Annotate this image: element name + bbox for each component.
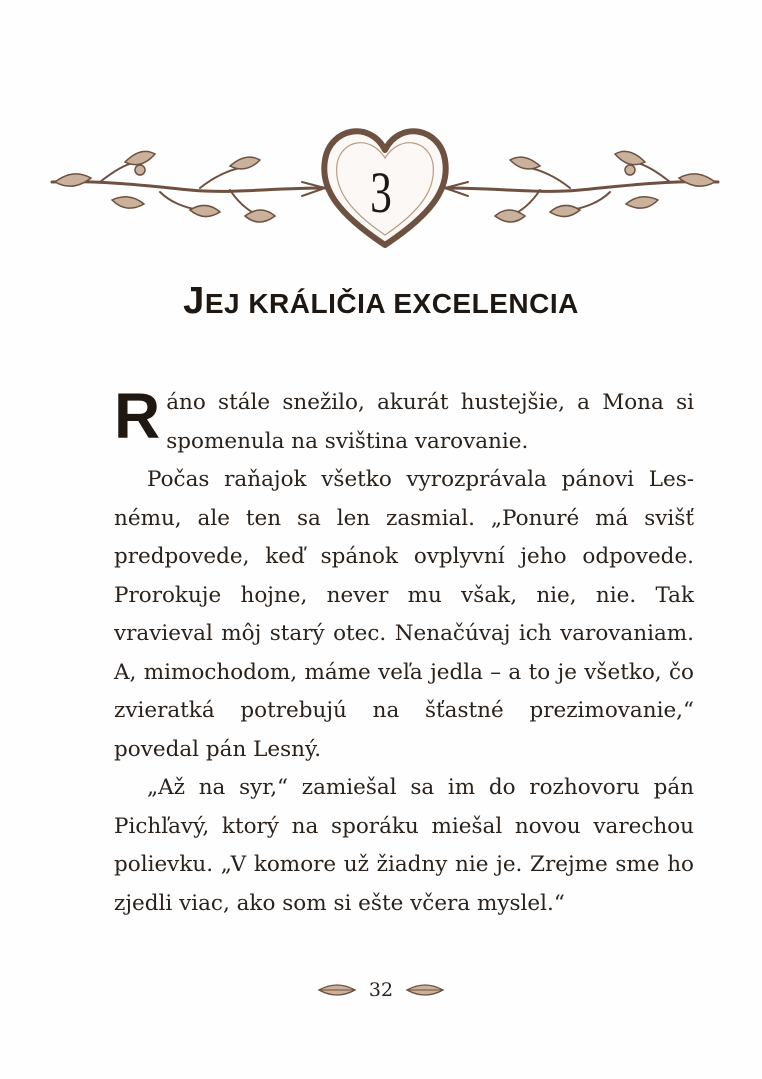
chapter-title bbox=[0, 280, 762, 323]
page-number: 32 bbox=[368, 979, 394, 1001]
right-branch-icon bbox=[445, 162, 718, 216]
body-text bbox=[114, 380, 694, 923]
right-leaf-icon bbox=[405, 981, 445, 999]
chapter-title-rest: EJ KRÁLIČIA EXCELENCIA bbox=[204, 288, 579, 319]
paragraph-2: Počas raňajok všetko vyrozprávala pánovi Lesnému, ale ten sa len zasmial. „Ponuré má svišť predpovede, keď spánok ovplyvní jeho odpovede. Prorokuje hojne, never mu však, nie, nie. Tak vravieval môj starý otec. Nenačúvaj ich varovaniam. A, mimochodom, máme veľa jedla – a to je všetko, čo zvieratká potrebujú na šťastné prezimovanie,“ povedal pán Lesný. bbox=[114, 467, 694, 762]
left-leaf-icon bbox=[317, 981, 357, 999]
chapter-number: 3 bbox=[370, 160, 392, 225]
drop-cap: R bbox=[114, 380, 161, 452]
chapter-title-cap: J bbox=[183, 280, 205, 322]
paragraph-1-text: áno stále snežilo, akurát hustejšie, a Mona si spomenula na sviština varovanie. bbox=[166, 390, 694, 454]
paragraph-1 bbox=[114, 380, 694, 461]
paragraph-3: „Až na syr,“ zamiešal sa im do rozhovoru pán Pichľavý, ktorý na sporáku miešal novou varechou polievku. „V komore už žiadny nie je. Zrejme sme ho zjedli viac, ako som si ešte včera myslel.“ bbox=[114, 775, 694, 916]
left-branch-icon bbox=[52, 162, 325, 216]
page-footer bbox=[0, 978, 762, 1001]
